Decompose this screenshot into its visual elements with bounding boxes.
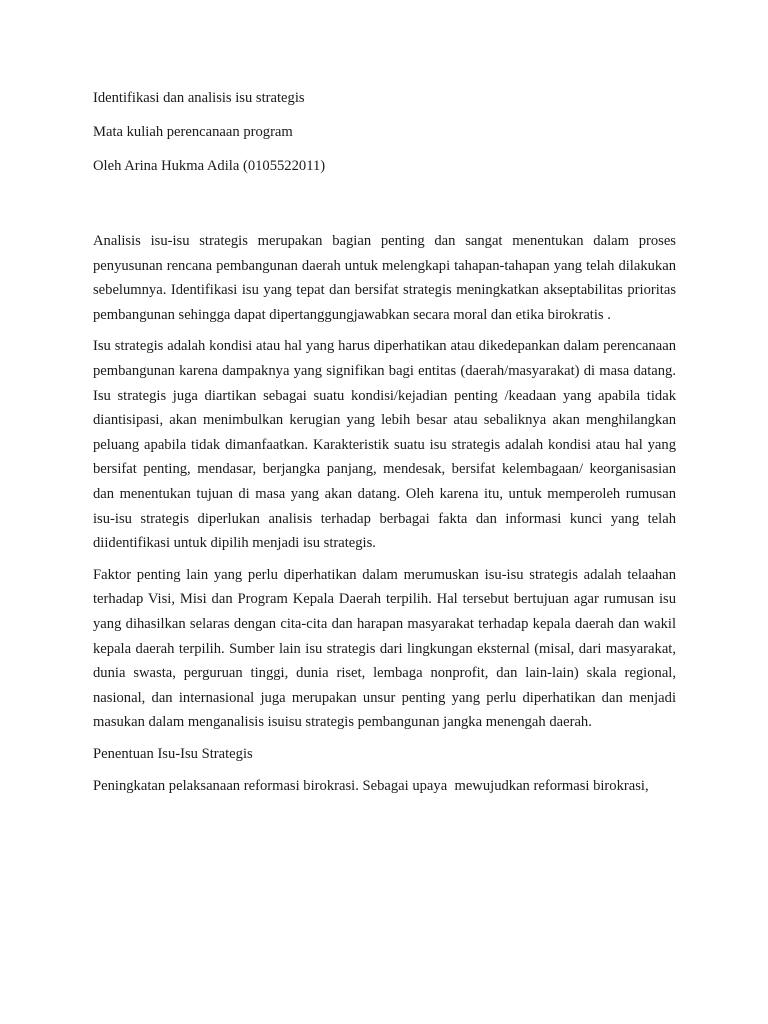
section-heading: Penentuan Isu-Isu Strategis (93, 745, 253, 762)
paragraph-1: Analisis isu-isu strategis merupakan bagian penting dan sangat menentukan dalam proses penyusunan rencana pembangunan daerah untuk melengkapi tahapan-tahapan yang telah dilakukan sebelumnya. Identifikasi isu yang tepat dan bersifat strategis meningkatkan akseptabilitas prioritas pembangunan sehingga dapat dipertanggungjawabkan secara moral dan etika birokratis . (93, 233, 676, 323)
author-line: Oleh Arina Hukma Adila (0105522011) (93, 158, 326, 174)
blank-space (93, 176, 676, 229)
section-paragraph: Peningkatan pelaksanaan reformasi birokrasi. Sebagai upaya mewujudkan reformasi birokrasi, (93, 777, 649, 794)
document-title: Identifikasi dan analisis isu strategis (93, 90, 305, 106)
paragraph-2: Isu strategis adalah kondisi atau hal yang harus diperhatikan atau dikedepankan dalam perencanaan pembangunan karena dampaknya yang signifikan bagi entitas (daerah/masyarakat) di masa datang. Isu strategis juga diartikan sebagai suatu kondisi/kejadian penting /keadaan yang apabila tidak diantisipasi, akan menimbulkan kerugian yang lebih besar atau sebaliknya akan menghilangkan peluang apabila tidak dimanfaatkan. Karakteristik suatu isu strategis adalah kondisi atau hal yang bersifat penting, mendasar, berjangka panjang, mendesak, bersifat kelembagaan/ keorganisasian dan menentukan tujuan di masa yang akan datang. Oleh karena itu, untuk memperoleh rumusan isu-isu strategis diperlukan analisis terhadap berbagai fakta dan informasi kunci yang telah diidentifikasi untuk dipilih menjadi isu strategis. (93, 338, 676, 552)
course-name: Mata kuliah perencanaan program (93, 124, 293, 140)
paragraph-3: Faktor penting lain yang perlu diperhatikan dalam merumuskan isu-isu strategis adalah telaahan terhadap Visi, Misi dan Program Kepala Daerah terpilih. Hal tersebut bertujuan agar rumusan isu yang dihasilkan selaras dengan cita-cita dan harapan masyarakat terhadap kepala daerah dan wakil kepala daerah terpilih. Sumber lain isu strategis dari lingkungan eksternal (misal, dari masyarakat, dunia swasta, perguruan tinggi, dunia riset, lembaga nonprofit, dan lain-lain) skala regional, nasional, dan internasional juga merupakan unsur penting yang perlu diperhatikan dan menjadi masukan dalam menganalisis isuisu strategis pembangunan jangka menengah daerah. (93, 566, 676, 731)
